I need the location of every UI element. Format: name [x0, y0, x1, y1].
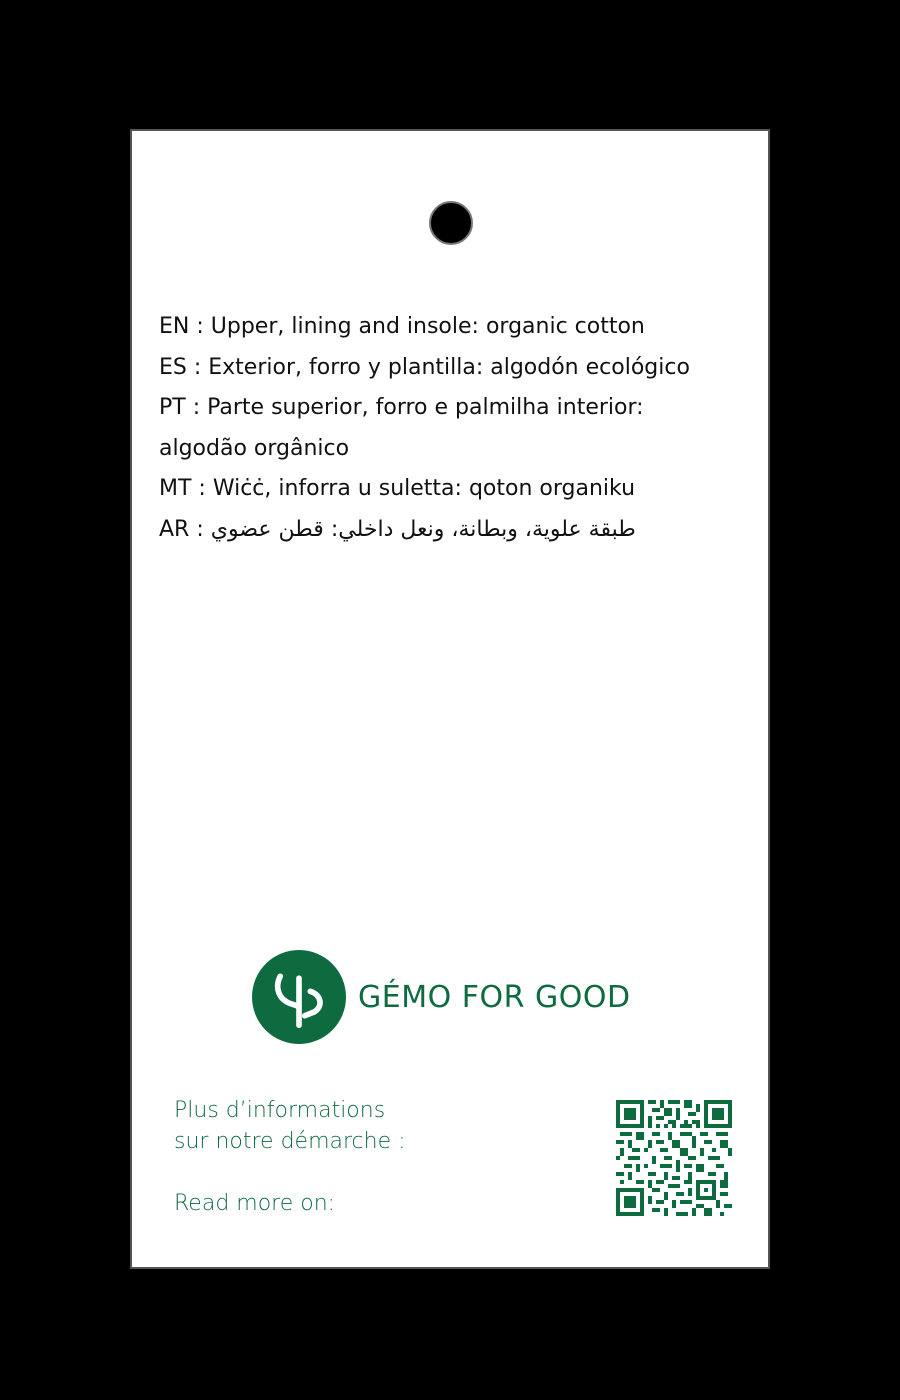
info-line-3: Read more on: [174, 1191, 336, 1216]
composition-es: ES : Exterior, forro y plantilla: algodón ecológico [159, 354, 690, 380]
brand-block [252, 949, 631, 1045]
composition-en: EN : Upper, lining and insole: organic cotton [159, 314, 645, 339]
info-line-1: Plus d’informations [174, 1098, 386, 1123]
composition-ar: AR : طبقة علوية، وبطانة، ونعل داخلي: قطن عضوي [159, 516, 636, 542]
composition-text [159, 307, 749, 550]
qr-code-icon[interactable] [616, 1100, 732, 1216]
composition-pt-line1: PT : Parte superior, forro e palmilha interior: [159, 395, 644, 420]
info-line-2: sur notre démarche : [174, 1129, 406, 1154]
composition-pt-line2: algodão orgânico [159, 435, 350, 461]
more-info-text [174, 1095, 406, 1219]
gemo-for-good-leaf-logo-icon [252, 950, 346, 1044]
brand-name: GÉMO FOR GOOD [358, 979, 631, 1015]
hang-tag [130, 129, 770, 1269]
composition-mt: MT : Wiċċ, inforra u suletta: qoton organiku [159, 476, 636, 501]
tag-hole [429, 201, 473, 245]
